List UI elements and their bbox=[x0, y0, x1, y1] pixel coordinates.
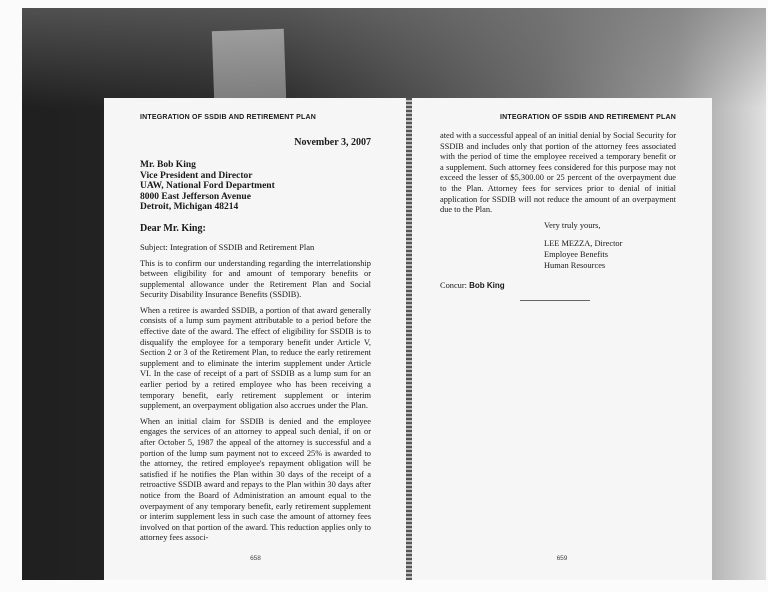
running-head-right: INTEGRATION OF SSDIB AND RETIREMENT PLAN bbox=[500, 114, 676, 121]
address-line: Mr. Bob King bbox=[140, 160, 196, 170]
concur-label: Concur: bbox=[440, 281, 467, 291]
salutation: Dear Mr. King: bbox=[140, 222, 206, 234]
address-line: 8000 East Jefferson Avenue bbox=[140, 191, 251, 202]
page-number-left: 658 bbox=[250, 555, 261, 562]
letter-date: November 3, 2007 bbox=[294, 137, 371, 148]
address-line: Vice President and Director bbox=[140, 170, 253, 181]
closing-phrase: Very truly yours, bbox=[544, 220, 601, 230]
left-page bbox=[104, 98, 407, 580]
signer-line: LEE MEZZA, Director bbox=[544, 239, 623, 249]
signature-line bbox=[520, 300, 590, 301]
body-paragraph: When a retiree is awarded SSDIB, a portion of that award generally consists of a lump sum payment attributable to a period before the effective date of the award. The effect of eligibility for SSDIB is to disqualify the employee for a temporary benefit under Article V, Section 2 or 3 of the Retirement Plan, to reduce the early retirement supplement and to eliminate the interim supplement under Article VI. In the case of receipt of a part of SSDIB as a lump sum for an earlier period by a retired employee who has been receiving a temporary benefit, early retirement supplement or interim supplement, an overpayment obligation also accrues under the Plan. bbox=[140, 305, 371, 411]
page-tab-note bbox=[212, 29, 286, 101]
address-line: UAW, National Ford Department bbox=[140, 181, 275, 191]
signer-line: Human Resources bbox=[544, 260, 606, 270]
right-page bbox=[412, 98, 712, 580]
subject-line: Subject: Integration of SSDIB and Retirement Plan bbox=[140, 241, 315, 252]
body-paragraph: This is to confirm our understanding regarding the interrelationship between eligibility for and amount of temporary benefits or supplemental allowance under the Retirement Plan and Social Security Disability Insurance Benefits (SSDIB). bbox=[140, 258, 371, 300]
body-paragraph: ated with a successful appeal of an initial denial by Social Security for SSDIB and includes only that portion of the attorney fees associated with the period of time the employee received a temporary benefit or a supplement. Such attorney fees considered for this purpose may not exceed the lesser of $5,300.00 or 25 percent of the overpayment due to the Plan. Attorney fees for services prior to denial of initial application for SSDIB will not reduce the amount of an overpayment due to the Plan. bbox=[440, 131, 676, 215]
body-paragraph: When an initial claim for SSDIB is denied and the employee engages the services of an attorney to appeal such denial, if on or after October 5, 1987 the appeal of the attorney is successful and a portion of the lump sum payment not to exceed 25% is awarded to the attorney, the retired employee's repayment obligation will be satisfied if he notifies the Plan within 30 days of the receipt of a retroactive SSDIB award and repays to the Plan within 30 days after notice from the Board of Administration an amount equal to the overpayment of any temporary benefit, early retirement supplement or interim supplement less in such case the amount of attorney fees involved on that portion of the award. This reduction applies only to attorney fees associ- bbox=[140, 416, 371, 543]
recipient-address bbox=[140, 160, 371, 213]
letter-closing bbox=[544, 221, 676, 271]
signer-line: Employee Benefits bbox=[544, 249, 608, 259]
concur-name: Bob King bbox=[469, 281, 505, 291]
running-head-left: INTEGRATION OF SSDIB AND RETIREMENT PLAN bbox=[140, 114, 316, 121]
page-number-right: 659 bbox=[556, 555, 568, 562]
address-line: Detroit, Michigan 48214 bbox=[140, 202, 239, 212]
concur-line bbox=[440, 281, 676, 290]
